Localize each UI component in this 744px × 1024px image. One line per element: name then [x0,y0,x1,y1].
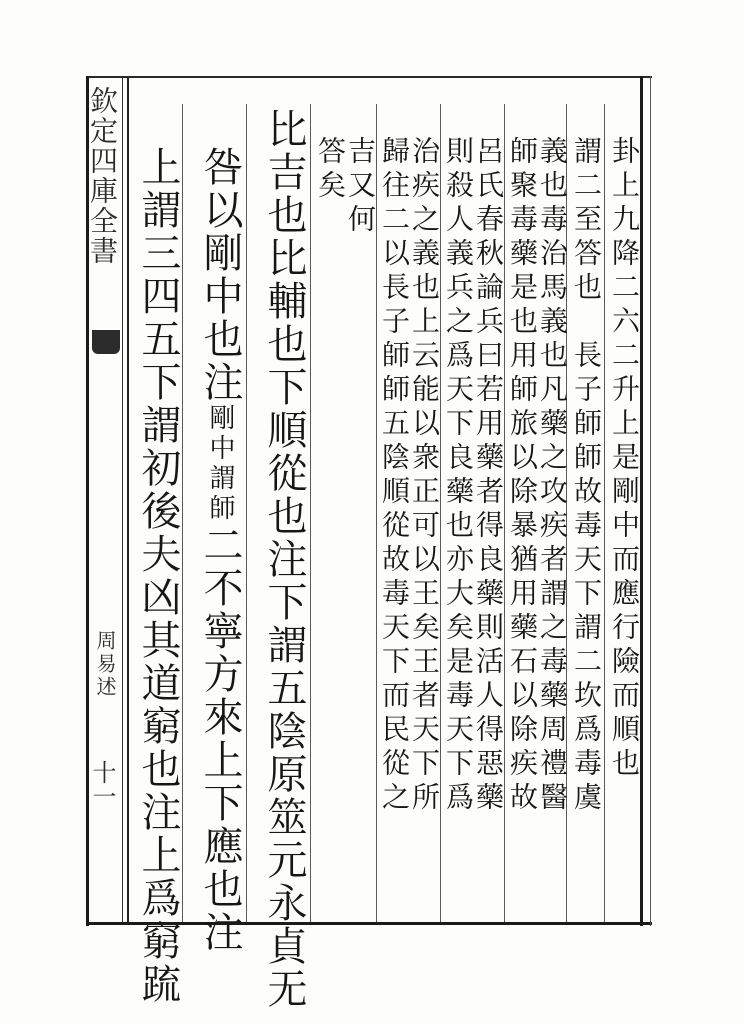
column-text: 義也毒治馬義也凡藥之攻疾者謂之毒藥周禮醫 [536,136,569,816]
text-column-10 [314,136,347,204]
fishtail-mark-icon [92,330,120,354]
text-column-12 [196,146,243,954]
column-text: 答矣 [314,136,347,204]
spine-divider-left [122,78,123,922]
column-text: 謂二至答也 長子師師故毒天下謂二坎爲毒虞 [570,136,603,816]
column-divider [604,104,605,922]
column-text-main: 二不寧方來上下應也注 [197,524,243,954]
column-text: 卦上九降二六二升上是剛中而應行險而順也 [608,136,641,782]
frame-right-inner-line [650,76,651,926]
column-text: 呂氏春秋論兵曰若用藥者得良藥則活人得惡藥 [472,136,505,816]
text-column-1 [608,136,641,782]
text-column-13 [134,146,181,1006]
text-column-5 [472,136,505,816]
column-text-main: 咎以剛中也注 [197,146,243,404]
text-column-6 [442,136,475,816]
column-text: 則殺人義兵之爲天下良藥也亦大矣是毒天下爲 [442,136,475,816]
column-text: 比吉也比輔也下順從也注下謂五陰原筮元永貞无 [261,108,307,1011]
column-divider [310,104,311,922]
text-column-4 [506,136,539,816]
column-text: 吉又何 [344,136,377,238]
text-column-2 [570,136,603,816]
column-text: 師聚毒藥是也用師旅以除暴猶用藥石以除疾故 [506,136,539,816]
column-text: 上謂三四五下謂初後夫凶其道窮也注上爲窮䟽 [135,146,181,1006]
column-text: 歸往二以長子師師五陰順從故毒天下而民從之 [378,136,411,816]
spine-divider-right [127,78,129,922]
frame-top-line [86,76,652,78]
spine-juan-title: 周易述 [93,630,117,699]
text-column-9 [344,136,377,238]
column-divider [182,104,183,922]
text-column-8 [378,136,411,816]
column-text: 治疾之義也上云能以衆正可以王矣王者天下所 [408,136,441,816]
spine-page-number: 十一 [88,760,116,808]
text-column-3 [536,136,569,816]
text-column-7 [408,136,441,816]
column-text-note: 剛中謂師 [205,404,235,524]
text-column-11 [260,108,307,1011]
column-divider [246,104,247,922]
spine-title: 欽定四庫全書 [86,86,119,266]
